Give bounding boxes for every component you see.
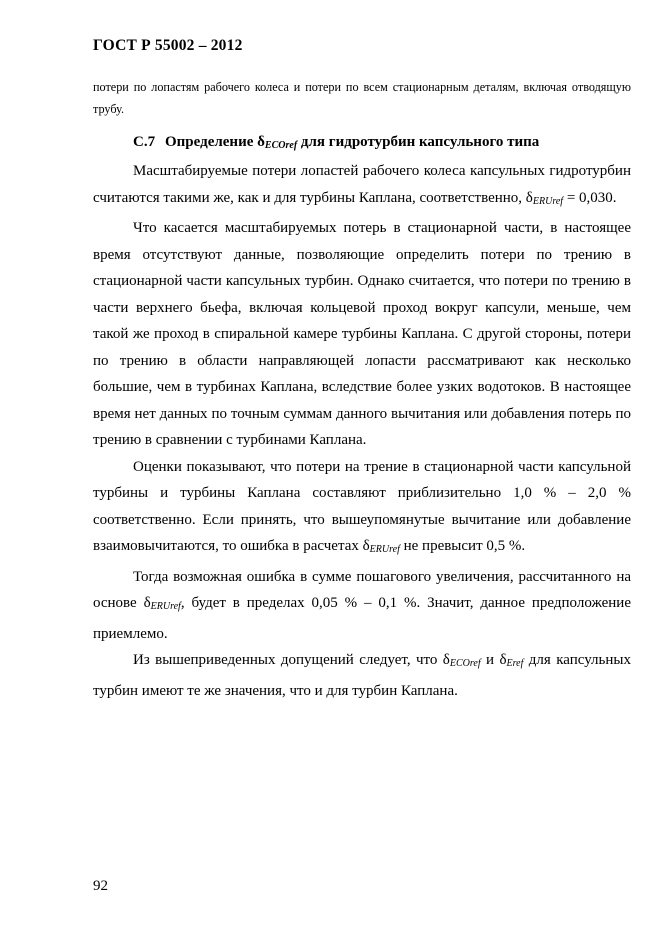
section-title-subscript: ECOref bbox=[264, 140, 298, 151]
section-title-pre: Определение δ bbox=[165, 134, 265, 150]
section-heading bbox=[133, 134, 539, 151]
p4-text-b: , будет в пределах 0,05 % – 0,1 %. Значит, данное предположение приемлемо. bbox=[93, 595, 631, 642]
section-number: С.7 bbox=[133, 134, 156, 150]
intro-text: потери по лопастям рабочего колеса и потери по всем стационарным деталям, включая отводящую трубу. bbox=[93, 80, 631, 116]
section-body bbox=[93, 158, 631, 704]
p4-text-a: Тогда возможная ошибка в сумме пошагового увеличения, рассчитанного на основе δ bbox=[93, 568, 631, 611]
p5-text-mid: и δ bbox=[480, 652, 507, 668]
p5-text-b: для капсульных турбин имеют те же значения, что и для турбин Каплана. bbox=[93, 652, 631, 699]
section-title-post: для гидротурбин капсульного типа bbox=[297, 134, 540, 150]
p3-subscript: ERUref bbox=[369, 544, 400, 555]
p1-text-a: Масштабируемые потери лопастей рабочего колеса капсульных гидротурбин считаются такими же, как и для турбины Каплана, соответственно, δ bbox=[93, 163, 631, 206]
p5-subscript-2: Eref bbox=[506, 658, 524, 669]
p5-subscript-1: ECOref bbox=[449, 658, 481, 669]
page-number: 92 bbox=[93, 878, 108, 894]
document-header: ГОСТ Р 55002 – 2012 bbox=[93, 37, 243, 54]
p1-text-b: = 0,030. bbox=[563, 189, 617, 206]
paragraph-2: Что касается масштабируемых потерь в стационарной части, в настоящее время отсутствуют данные, позволяющие определить потери по трению в стационарной части капсульных турбин. Однако считается, что потери по трению в части верхнего бьефа, включая кольцевой проход вокруг капсули, меньше, чем такой же проход в спиральной камере турбины Каплана. С другой стороны, потери по трению в области направляющей лопасти рассматривают как несколько большие, чем в турбинах Каплана, вследствие более узких водотоков. В настоящее время нет данных по точным суммам данного вычитания или добавления потерь по трению в сравнении с турбинами Каплана. bbox=[93, 220, 631, 448]
p5-text-a: Из вышеприведенных допущений следует, что δ bbox=[133, 652, 450, 668]
p4-subscript: ERUref bbox=[150, 601, 181, 612]
paragraph-3 bbox=[93, 454, 631, 564]
paragraph-4 bbox=[93, 564, 631, 648]
paragraph-1 bbox=[93, 158, 631, 215]
p3-text-a: Оценки показывают, что потери на трение в стационарной части капсульной турбины и турбины Каплана составляют приблизительно 1,0 % – 2,0 % соответственно. Если принять, что вышеупомянутые вычитание или добавление взаимовычитаются, то ошибка в расчетах δ bbox=[93, 458, 631, 554]
p1-subscript: ERUref bbox=[532, 195, 564, 207]
p3-text-b: не превысит 0,5 %. bbox=[399, 538, 526, 554]
paragraph-5 bbox=[93, 647, 631, 704]
